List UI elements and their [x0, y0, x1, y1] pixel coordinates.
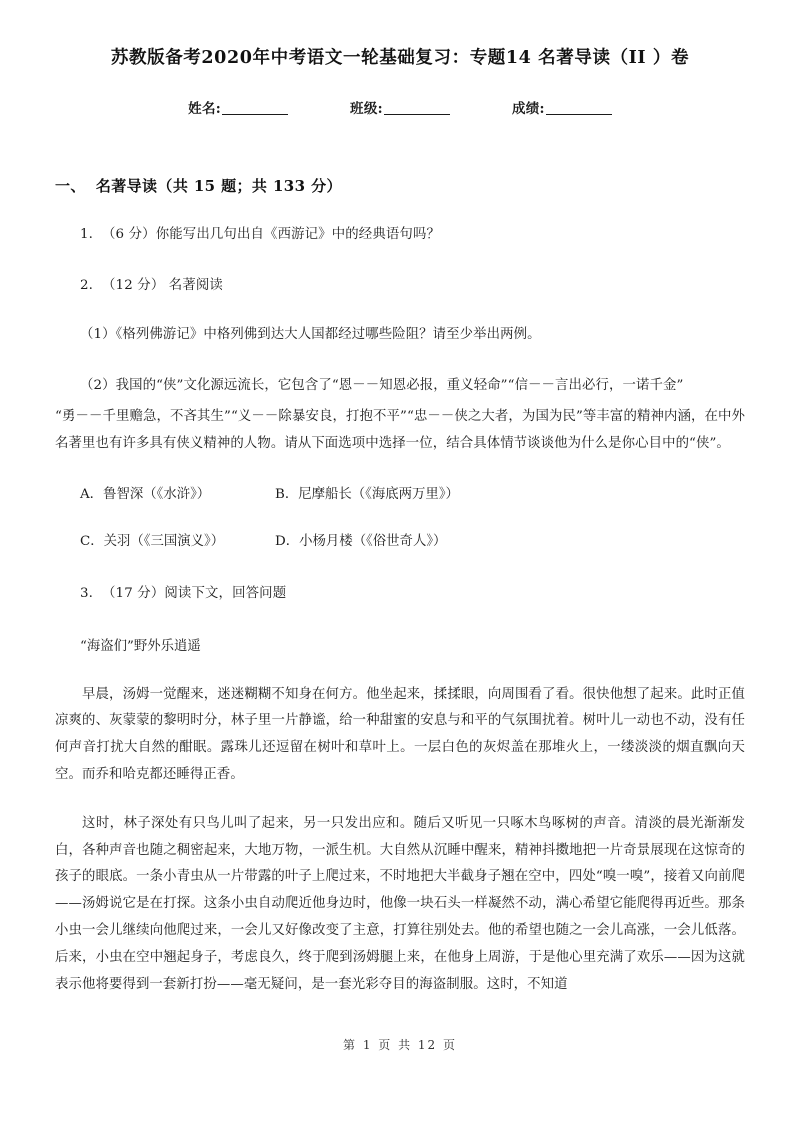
option-b[interactable]: B．尼摩船长（《海底两万里》） [275, 486, 459, 502]
passage-paragraph-1: 早晨，汤姆一觉醒来，迷迷糊糊不知身在何方。他坐起来，揉揉眼，向周围看了看。很快他想了起来。此时正值凉爽的、灰蒙蒙的黎明时分，林子里一片静谧，给一种甜蜜的安息与和平的气氛围扰着。树叶儿一动也不动，没有任何声音打扰大自然的酣眠。露珠儿还逗留在树叶和草叶上。一层白色的灰烬盖在那堆火上，一缕淡淡的烟直飘向天空。而乔和哈克都还睡得正香。 [55, 686, 745, 782]
option-a[interactable]: A．鲁智深（《水浒》） [80, 486, 211, 502]
option-d[interactable]: D．小杨月楼（《俗世奇人》） [275, 534, 447, 550]
section-heading [55, 175, 745, 196]
question-2-number: 2. [80, 277, 94, 293]
option-row-2 [80, 529, 745, 554]
question-2 [55, 273, 745, 298]
name-label: 姓名: [188, 100, 222, 117]
section-title: 名著导读（共 15 题；共 133 分） [95, 176, 342, 195]
exam-content [0, 175, 800, 999]
question-2-text: （12 分） 名著阅读 [102, 277, 223, 293]
page-footer: 第 1 页 共 12 页 [343, 1038, 457, 1052]
page-title: 苏教版备考2020年中考语文一轮基础复习：专题14 名著导读（II ）卷 [110, 48, 690, 68]
score-field [512, 97, 612, 117]
name-blank[interactable] [222, 114, 288, 115]
student-info-row [0, 97, 800, 117]
option-c[interactable]: C．关羽（《三国演义》） [80, 534, 225, 550]
question-2-sub-1: （1）《格列佛游记》中格列佛到达大人国都经过哪些险阻？请至少举出两例。 [80, 327, 541, 343]
class-label: 班级: [350, 100, 383, 117]
score-label: 成绩: [511, 100, 545, 117]
question-1-number: 1. [80, 226, 94, 242]
question-1 [55, 222, 745, 247]
class-field [350, 97, 450, 117]
question-1-text: （6 分）你能写出几句出自《西游记》中的经典语句吗？ [102, 226, 441, 242]
section-number: 一、 [55, 176, 86, 195]
class-blank[interactable] [384, 114, 450, 115]
passage-paragraph-2: 这时，林子深处有只鸟儿叫了起来，另一只发出应和。随后又听见一只啄木鸟啄树的声音。清淡的晨光渐渐发白，各种声音也随之稠密起来，大地万物，一派生机。大自然从沉睡中醒来，精神抖擞地把一片奇景展现在这惊奇的孩子的眼底。一条小青虫从一片带露的叶子上爬过来，不时地把大半截身子翘在空中，四处“嗅一嗅”，接着又向前爬——汤姆说它是在打探。这条小虫自动爬近他身边时，他像一块石头一样凝然不动，满心希望它能爬得再近些。那条小虫一会儿继续向他爬过来，一会儿又好像改变了主意，打算往别处去。他的希望也随之一会儿高涨，一会儿低落。后来，小虫在空中翘起身子，考虑良久，终于爬到汤姆腿上来，在他身上周游，于是他心里充满了欢乐——因为这就表示他将要得到一套新打扮——毫无疑问，是一套光彩夺目的海盗制服。这时，不知道 [55, 815, 745, 992]
option-row-1 [80, 482, 745, 507]
question-2-options [55, 482, 745, 555]
question-3 [55, 581, 745, 606]
question-2-sub-2-line-2: “勇－－千里赡急，不吝其生”“义－－除暴安良，打抱不平”“忠－－侠之大者，为国为民”等丰富的精神内涵，在中外名著里也有许多具有侠义精神的人物。请从下面选项中选择一位，结合具体情节谈谈他为什么是你心目中的“侠”。 [55, 409, 745, 451]
question-3-text: （17 分）阅读下文，回答问题 [102, 585, 287, 601]
question-2-sub-2-line-1: （2）我国的“侠”文化源远流长，它包含了“恩－－知恩必报，重义轻命”“信－－言出必行，一诺千金” [80, 378, 684, 394]
question-3-number: 3. [80, 585, 94, 601]
score-blank[interactable] [546, 114, 612, 115]
passage-title: “海盗们”野外乐逍遥 [80, 639, 201, 655]
name-field [188, 97, 288, 117]
